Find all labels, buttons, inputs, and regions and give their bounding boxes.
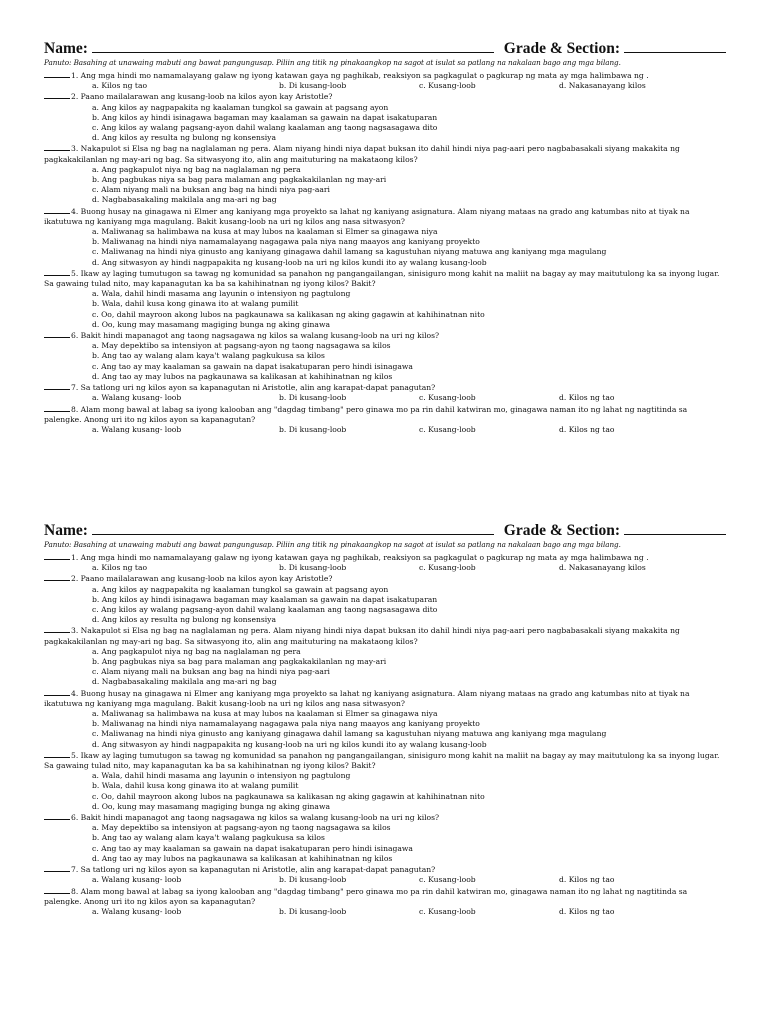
option-b: b. Ang tao ay walang alam kaya't walang pagkukusa sa kilos <box>92 351 325 361</box>
answer-blank <box>44 331 70 338</box>
name-blank <box>92 522 494 535</box>
option-b: b. Di kusang-loob <box>279 906 347 916</box>
question-text: 7. Sa tatlong uri ng kilos ayon sa kapanagutan ni Aristotle, alin ang karapat-dapat panagutan? <box>71 865 436 875</box>
answer-blank <box>44 626 70 633</box>
option-d: d. Nakasanayang kilos <box>559 81 646 91</box>
option-b: b. Di kusang-loob <box>279 563 347 573</box>
option-b: b. Ang tao ay walang alam kaya't walang pagkukusa sa kilos <box>92 833 325 843</box>
option-d: d. Ang sitwasyon ay hindi nagpapakita ng kusang-loob na uri ng kilos kundi ito ay walang kusang-loob <box>92 257 487 267</box>
option-c: c. Oo, dahil mayroon akong lubos na pagkaunawa sa kalikasan ng aking gagawin at kahihinatnan nito <box>92 309 485 319</box>
answer-blank <box>44 574 70 581</box>
option-d: d. Ang tao ay may lubos na pagkaunawa sa kalikasan at kahihinatnan ng kilos <box>92 371 393 381</box>
option-c: c. Alam niyang mali na buksan ang bag na hindi niya pag-aari <box>92 667 330 677</box>
name-label: Name: <box>44 522 88 539</box>
option-a: a. Kilos ng tao <box>92 563 148 573</box>
option-d: d. Ang kilos ay resulta ng bulong ng konsensiya <box>92 133 276 143</box>
question-2 <box>44 574 726 625</box>
options-row <box>44 907 726 917</box>
question-text: 7. Sa tatlong uri ng kilos ayon sa kapanagutan ni Aristotle, alin ang karapat-dapat panagutan? <box>71 383 436 393</box>
option-a: a. Wala, dahil hindi masama ang layunin o intensiyon ng pagtulong <box>92 771 351 781</box>
answer-blank <box>44 813 70 820</box>
question-5 <box>44 269 726 330</box>
option-a: a. Kilos ng tao <box>92 81 148 91</box>
question-8 <box>44 405 726 436</box>
option-c: c. Kusang-loob <box>419 393 476 403</box>
question-1 <box>44 71 726 91</box>
question-text: 4. Buong husay na ginagawa ni Elmer ang kaniyang mga proyekto sa lahat ng kaniyang asignatura. Alam niyang mataas na grado ang katumbas nito at tiyak na ikatutuwa ng kaniyang mga magulang. Bakit kusang-loob na uri ng kilos ang nasa sitwasyon? <box>44 688 690 708</box>
option-b: b. Di kusang-loob <box>279 393 347 403</box>
option-d: d. Kilos ng tao <box>559 393 615 403</box>
options-row <box>44 81 726 91</box>
option-b: b. Di kusang-loob <box>279 875 347 885</box>
options-row <box>44 393 726 403</box>
question-text: 8. Alam mong bawal at labag sa iyong kalooban ang "dagdag timbang" pero ginawa mo pa rin dahil katwiran mo, ginagawa naman ito ng lahat ng nagtitinda sa palengke. Anong uri ito ng kilos ayon sa kapanagutan? <box>44 404 688 424</box>
option-d: d. Ang sitwasyon ay hindi nagpapakita ng kusang-loob na uri ng kilos kundi ito ay walang kusang-loob <box>92 739 487 749</box>
option-c: c. Kusang-loob <box>419 424 476 434</box>
option-a: a. May depektibo sa intensiyon at pagsang-ayon ng taong nagsagawa sa kilos <box>92 341 391 351</box>
options-list <box>44 823 726 864</box>
options-list <box>44 165 726 206</box>
option-d: d. Nakasanayang kilos <box>559 563 646 573</box>
question-text: 6. Bakit hindi mapanagot ang taong nagsagawa ng kilos sa walang kusang-loob na uri ng kilos? <box>71 331 440 341</box>
question-text: 1. Ang mga hindi mo namamalayang galaw ng iyong katawan gaya ng paghikab, reaksiyon sa pagkagulat o pagkurap ng mata ay mga halimbawa ng . <box>71 553 649 562</box>
question-2 <box>44 92 726 143</box>
question-3 <box>44 626 726 687</box>
option-c: c. Kusang-loob <box>419 81 476 91</box>
options-list <box>44 289 726 330</box>
grade-section-blank <box>624 40 726 53</box>
grade-section-blank <box>624 522 726 535</box>
question-4 <box>44 207 726 268</box>
question-7 <box>44 383 726 403</box>
option-c: c. Ang tao ay may kaalaman sa gawain na dapat isakatuparan pero hindi isinagawa <box>92 361 413 371</box>
instructions: Panuto: Basahing at unawaing mabuti ang bawat pangungusap. Piliin ang titik ng pinakaangkop na sagot at isulat sa patlang na nakalaan bago ang mga bilang. <box>44 540 621 549</box>
worksheet-bottom <box>44 522 726 917</box>
option-a: a. Ang kilos ay nagpapakita ng kaalaman tungkol sa gawain at pagsang ayon <box>92 102 389 112</box>
options-row <box>44 563 726 573</box>
answer-blank <box>44 553 70 560</box>
options-list <box>44 341 726 382</box>
option-d: d. Nagbabasakaling makilala ang ma-ari ng bag <box>92 195 277 205</box>
answer-blank <box>44 269 70 276</box>
option-b: b. Ang pagbukas niya sa bag para malaman ang pagkakakilanlan ng may-ari <box>92 657 387 667</box>
answer-blank <box>44 144 70 151</box>
option-a: a. Maliwanag sa halimbawa na kusa at may lubos na kaalaman si Elmer sa ginagawa niya <box>92 709 438 719</box>
question-6 <box>44 813 726 864</box>
question-1 <box>44 553 726 573</box>
question-text: 8. Alam mong bawal at labag sa iyong kalooban ang "dagdag timbang" pero ginawa mo pa rin dahil katwiran mo, ginagawa naman ito ng lahat ng nagtitinda sa palengke. Anong uri ito ng kilos ayon sa kapanagutan? <box>44 886 688 906</box>
option-c: c. Kusang-loob <box>419 563 476 573</box>
option-d: d. Kilos ng tao <box>559 906 615 916</box>
question-text: 6. Bakit hindi mapanagot ang taong nagsagawa ng kilos sa walang kusang-loob na uri ng kilos? <box>71 813 440 823</box>
option-b: b. Di kusang-loob <box>279 424 347 434</box>
answer-blank <box>44 92 70 99</box>
options-row <box>44 875 726 885</box>
question-7 <box>44 865 726 885</box>
question-text: 2. Paano mailalarawan ang kusang-loob na kilos ayon kay Aristotle? <box>71 92 333 102</box>
option-d: d. Oo, kung may masamang magiging bunga ng aking ginawa <box>92 319 330 329</box>
question-text: 5. Ikaw ay laging tumutugon sa tawag ng komunidad sa panahon ng pangangailangan, sinisiguro mong kahit na maliit na bagay ay may maitutulong ka sa inyong lugar. Sa gawaing tulad nito, may kapanagutan ka ba sa kahihinatnan ng iyong kilos? Bakit? <box>44 750 720 771</box>
options-list <box>44 103 726 144</box>
question-text: 1. Ang mga hindi mo namamalayang galaw ng iyong katawan gaya ng paghikab, reaksiyon sa pagkagulat o pagkurap ng mata ay mga halimbawa ng . <box>71 71 649 80</box>
option-b: b. Maliwanag na hindi niya namamalayang nagagawa pala niya nang maayos ang kaniyang proyekto <box>92 237 480 247</box>
answer-blank <box>44 865 70 872</box>
option-b: b. Ang kilos ay hindi isinagawa bagaman may kaalaman sa gawain na dapat isakatuparan <box>92 112 438 122</box>
question-6 <box>44 331 726 382</box>
grade-section-label: Grade & Section: <box>503 522 620 539</box>
answer-blank <box>44 207 70 214</box>
worksheet-header <box>44 522 726 540</box>
option-c: c. Ang kilos ay walang pagsang-ayon dahil walang kaalaman ang taong nagsasagawa dito <box>92 605 438 615</box>
options-row <box>44 425 726 435</box>
question-4 <box>44 689 726 750</box>
option-a: a. Walang kusang- loob <box>92 875 182 885</box>
option-b: b. Wala, dahil kusa kong ginawa ito at walang pumilit <box>92 299 299 309</box>
option-d: d. Ang tao ay may lubos na pagkaunawa sa kalikasan at kahihinatnan ng kilos <box>92 853 393 863</box>
option-d: d. Kilos ng tao <box>559 875 615 885</box>
options-list <box>44 709 726 750</box>
option-d: d. Nagbabasakaling makilala ang ma-ari ng bag <box>92 677 277 687</box>
option-a: a. Ang kilos ay nagpapakita ng kaalaman tungkol sa gawain at pagsang ayon <box>92 584 389 594</box>
option-b: b. Wala, dahil kusa kong ginawa ito at walang pumilit <box>92 781 299 791</box>
option-d: d. Kilos ng tao <box>559 424 615 434</box>
option-a: a. Walang kusang- loob <box>92 393 182 403</box>
question-text: 2. Paano mailalarawan ang kusang-loob na kilos ayon kay Aristotle? <box>71 574 333 584</box>
option-c: c. Maliwanag na hindi niya ginusto ang kaniyang ginagawa dahil lamang sa kagustuhan niyang matuwa ang kaniyang mga magulang <box>92 729 607 739</box>
option-b: b. Maliwanag na hindi niya namamalayang nagagawa pala niya nang maayos ang kaniyang proyekto <box>92 719 480 729</box>
option-b: b. Di kusang-loob <box>279 81 347 91</box>
name-label: Name: <box>44 40 88 57</box>
option-c: c. Kusang-loob <box>419 875 476 885</box>
option-a: a. Ang pagkapulot niya ng bag na naglalaman ng pera <box>92 646 301 656</box>
option-c: c. Ang kilos ay walang pagsang-ayon dahil walang kaalaman ang taong nagsasagawa dito <box>92 123 438 133</box>
options-list <box>44 585 726 626</box>
options-list <box>44 227 726 268</box>
question-text: 3. Nakapulot si Elsa ng bag na naglalaman ng pera. Alam niyang hindi niya dapat buksan ito dahil hindi niya pag-aari pero nagbabasakali siyang makakita ng pagkakakilanlan ng may-ari ng bag. Sa sitwasyong ito, alin ang maituturing na makataong kilos? <box>44 144 680 164</box>
option-a: a. Wala, dahil hindi masama ang layunin o intensiyon ng pagtulong <box>92 289 351 299</box>
option-c: c. Alam niyang mali na buksan ang bag na hindi niya pag-aari <box>92 185 330 195</box>
option-b: b. Ang pagbukas niya sa bag para malaman ang pagkakakilanlan ng may-ari <box>92 175 387 185</box>
option-c: c. Maliwanag na hindi niya ginusto ang kaniyang ginagawa dahil lamang sa kagustuhan niyang matuwa ang kaniyang mga magulang <box>92 247 607 257</box>
option-a: a. Walang kusang- loob <box>92 424 182 434</box>
option-c: c. Ang tao ay may kaalaman sa gawain na dapat isakatuparan pero hindi isinagawa <box>92 843 413 853</box>
question-5 <box>44 751 726 812</box>
worksheet-header <box>44 40 726 58</box>
instructions: Panuto: Basahing at unawaing mabuti ang bawat pangungusap. Piliin ang titik ng pinakaangkop na sagot at isulat sa patlang na nakalaan bago ang mga bilang. <box>44 58 621 67</box>
grade-section-label: Grade & Section: <box>503 40 620 57</box>
answer-blank <box>44 887 70 894</box>
option-d: d. Oo, kung may masamang magiging bunga ng aking ginawa <box>92 801 330 811</box>
option-a: a. Walang kusang- loob <box>92 906 182 916</box>
question-8 <box>44 887 726 918</box>
option-d: d. Ang kilos ay resulta ng bulong ng konsensiya <box>92 615 276 625</box>
answer-blank <box>44 71 70 78</box>
options-list <box>44 771 726 812</box>
question-3 <box>44 144 726 205</box>
answer-blank <box>44 383 70 390</box>
answer-blank <box>44 405 70 412</box>
option-a: a. Maliwanag sa halimbawa na kusa at may lubos na kaalaman si Elmer sa ginagawa niya <box>92 227 438 237</box>
answer-blank <box>44 751 70 758</box>
options-list <box>44 647 726 688</box>
option-a: a. Ang pagkapulot niya ng bag na naglalaman ng pera <box>92 164 301 174</box>
name-blank <box>92 40 494 53</box>
option-b: b. Ang kilos ay hindi isinagawa bagaman may kaalaman sa gawain na dapat isakatuparan <box>92 594 438 604</box>
option-a: a. May depektibo sa intensiyon at pagsang-ayon ng taong nagsagawa sa kilos <box>92 823 391 833</box>
question-text: 5. Ikaw ay laging tumutugon sa tawag ng komunidad sa panahon ng pangangailangan, sinisiguro mong kahit na maliit na bagay ay may maitutulong ka sa inyong lugar. Sa gawaing tulad nito, may kapanagutan ka ba sa kahihinatnan ng iyong kilos? Bakit? <box>44 268 720 289</box>
option-c: c. Oo, dahil mayroon akong lubos na pagkaunawa sa kalikasan ng aking gagawin at kahihinatnan nito <box>92 791 485 801</box>
option-c: c. Kusang-loob <box>419 906 476 916</box>
question-text: 4. Buong husay na ginagawa ni Elmer ang kaniyang mga proyekto sa lahat ng kaniyang asignatura. Alam niyang mataas na grado ang katumbas nito at tiyak na ikatutuwa ng kaniyang mga magulang. Bakit kusang-loob na uri ng kilos ang nasa sitwasyon? <box>44 206 690 226</box>
answer-blank <box>44 689 70 696</box>
question-text: 3. Nakapulot si Elsa ng bag na naglalaman ng pera. Alam niyang hindi niya dapat buksan ito dahil hindi niya pag-aari pero nagbabasakali siyang makakita ng pagkakakilanlan ng may-ari ng bag. Sa sitwasyong ito, alin ang maituturing na makataong kilos? <box>44 626 680 646</box>
worksheet-top <box>44 40 726 435</box>
